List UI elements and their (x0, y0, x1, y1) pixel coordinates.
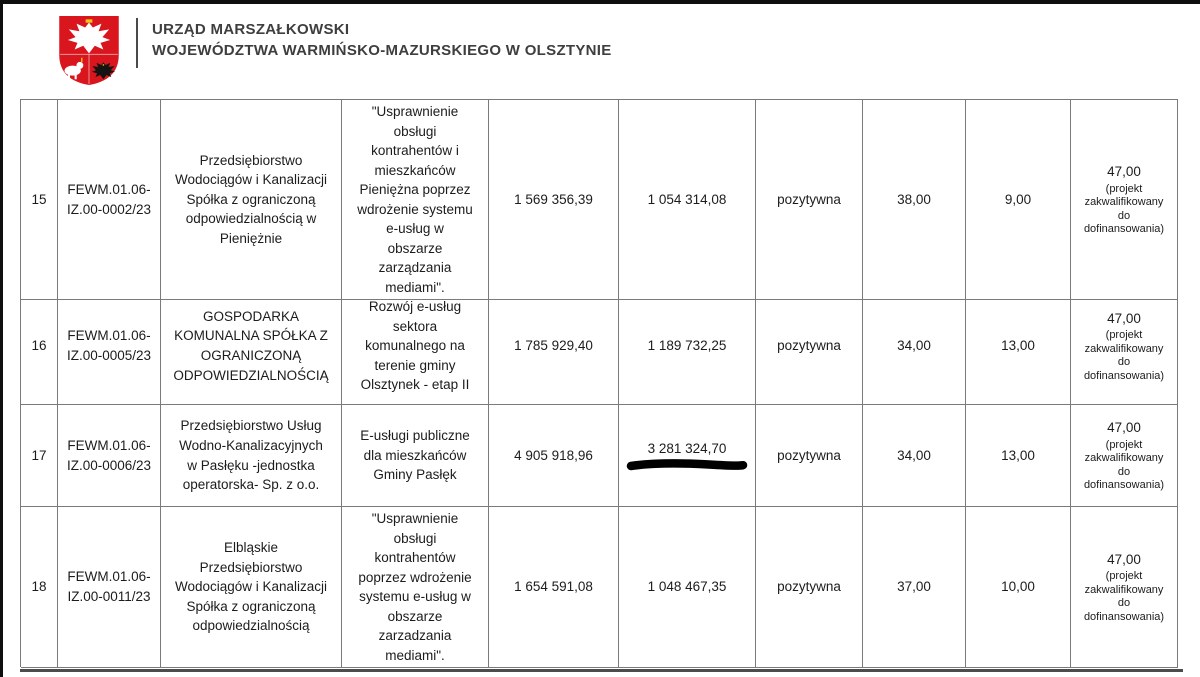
funding-amount-cell (619, 405, 756, 507)
row-number-cell (21, 405, 58, 507)
coat-of-arms-icon (56, 15, 122, 86)
project-title-cell (342, 405, 489, 507)
project-title: Rozwój e-usług sektora komunalnego na terenie gminy Olsztynek - etap II (360, 299, 470, 393)
project-title: "Usprawnienie obsługi kontrahentów poprzez wdrożenie systemu e-usług w obszarze zarzadzania mediami". (358, 511, 472, 663)
row-number-cell (21, 100, 58, 300)
assessment-result-cell (756, 100, 863, 300)
left-edge-border (0, 0, 3, 677)
premium-score-cell (966, 405, 1071, 507)
row-number-cell (21, 288, 58, 405)
table-row (21, 507, 1178, 667)
project-title-cell (342, 507, 489, 668)
project-title-cell (342, 288, 489, 405)
funding-amount: 1 189 732,25 (647, 338, 727, 354)
results-table (20, 99, 1178, 667)
applicant-name: Przedsiębiorstwo Wodociągów i Kanalizacji Spółka z ograniczoną odpowiedzialnością w Pieniężnie (174, 152, 328, 246)
criteria-score-cell (863, 288, 966, 405)
final-score: 47,00 (1107, 551, 1141, 567)
organization-name (152, 19, 612, 61)
application-number-cell (58, 405, 161, 507)
total-value: 1 785 929,40 (514, 338, 593, 354)
application-number-cell (58, 288, 161, 405)
row-number: 18 (31, 579, 47, 595)
funding-amount: 1 054 314,08 (647, 191, 727, 207)
premium-score: 13,00 (1001, 447, 1035, 463)
assessment-result: pozytywna (777, 191, 841, 207)
premium-score: 9,00 (1004, 191, 1032, 207)
final-score-note: (projekt zakwalifikowany do dofinansowania) (1083, 570, 1165, 623)
assessment-result: pozytywna (777, 579, 841, 595)
project-title: "Usprawnienie obsługi kontrahentów i mieszkańców Pieniężna poprzez wdrożenie systemu e-usług w obszarze zarządzania mediami". (357, 104, 473, 295)
row-number: 16 (31, 338, 47, 354)
funding-amount-cell (619, 288, 756, 405)
funding-amount: 1 048 467,35 (647, 579, 727, 595)
assessment-result: pozytywna (777, 338, 841, 354)
funding-amount-cell (619, 507, 756, 668)
page-bottom-rule (20, 669, 1183, 672)
final-score-cell (1071, 288, 1178, 405)
logo (56, 15, 122, 86)
criteria-score: 34,00 (897, 338, 931, 354)
criteria-score-cell (863, 100, 966, 300)
redaction-mark (625, 459, 749, 472)
application-number: FEWM.01.06-IZ.00-0002/23 (66, 181, 152, 217)
table-row (21, 100, 1178, 295)
premium-score-cell (966, 288, 1071, 405)
final-score-cell (1071, 100, 1178, 300)
project-title-cell (342, 100, 489, 300)
total-value: 4 905 918,96 (514, 447, 593, 463)
total-value-cell (489, 405, 619, 507)
total-value: 1 569 356,39 (514, 191, 593, 207)
funding-amount-cell (619, 100, 756, 300)
final-score-note: (projekt zakwalifikowany do dofinansowania) (1083, 329, 1165, 382)
application-number-cell (58, 100, 161, 300)
applicant-name-cell (161, 405, 342, 507)
row-number: 17 (31, 447, 47, 463)
premium-score-cell (966, 100, 1071, 300)
applicant-name: Elbląskie Przedsiębiorstwo Wodociągów i Kanalizacji Spółka z ograniczoną odpowiedzialnością (174, 540, 328, 634)
application-number-cell (58, 507, 161, 668)
header-divider (136, 18, 138, 68)
total-value: 1 654 591,08 (514, 579, 593, 595)
total-value-cell (489, 100, 619, 300)
funding-amount: 3 281 324,70 (647, 440, 727, 456)
top-edge-border (0, 0, 1200, 4)
criteria-score: 37,00 (897, 579, 931, 595)
applicant-name: Przedsiębiorstwo Usług Wodno-Kanalizacyjnych w Pasłęku -jednostka operatorska- Sp. z o.o. (179, 418, 323, 493)
criteria-score: 38,00 (897, 191, 931, 207)
application-number: FEWM.01.06-IZ.00-0006/23 (66, 437, 152, 473)
organization-line1: URZĄD MARSZAŁKOWSKI (152, 21, 350, 38)
row-number-cell (21, 507, 58, 668)
final-score-cell (1071, 405, 1178, 507)
criteria-score-cell (863, 507, 966, 668)
project-title: E-usługi publiczne dla mieszkańców Gminy Pasłęk (360, 428, 470, 483)
assessment-result: pozytywna (777, 447, 841, 463)
table-row (21, 288, 1178, 405)
premium-score-cell (966, 507, 1071, 668)
total-value-cell (489, 288, 619, 405)
premium-score: 10,00 (1001, 579, 1035, 595)
final-score: 47,00 (1107, 164, 1141, 180)
final-score-note: (projekt zakwalifikowany do dofinansowania) (1083, 438, 1165, 492)
criteria-score: 34,00 (897, 447, 931, 463)
final-score: 47,00 (1107, 420, 1141, 436)
assessment-result-cell (756, 288, 863, 405)
premium-score: 13,00 (1001, 338, 1035, 354)
criteria-score-cell (863, 405, 966, 507)
table-row (21, 405, 1178, 507)
applicant-name: GOSPODARKA KOMUNALNA SPÓŁKA Z OGRANICZONĄ ODPOWIEDZIALNOŚCIĄ (173, 308, 329, 383)
application-number: FEWM.01.06-IZ.00-0005/23 (66, 328, 152, 363)
final-score-cell (1071, 507, 1178, 668)
assessment-result-cell (756, 405, 863, 507)
final-score: 47,00 (1107, 310, 1141, 326)
organization-line2: WOJEWÓDZTWA WARMIŃSKO-MAZURSKIEGO W OLSZTYNIE (152, 42, 612, 59)
assessment-result-cell (756, 507, 863, 668)
applicant-name-cell (161, 288, 342, 405)
row-number: 15 (31, 191, 47, 207)
applicant-name-cell (161, 100, 342, 300)
final-score-note: (projekt zakwalifikowany do dofinansowania) (1083, 182, 1165, 236)
total-value-cell (489, 507, 619, 668)
applicant-name-cell (161, 507, 342, 668)
application-number: FEWM.01.06-IZ.00-0011/23 (67, 569, 151, 604)
